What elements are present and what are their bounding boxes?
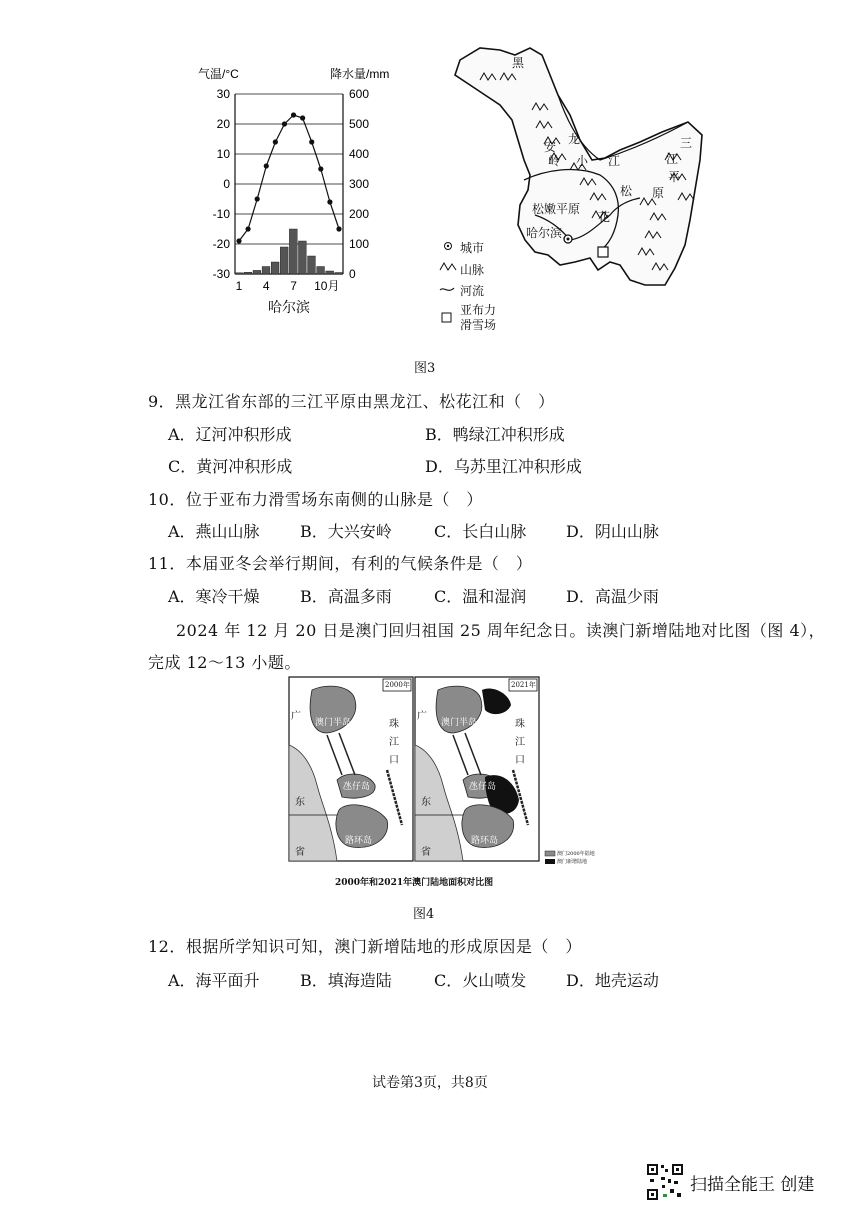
- temperature-point: [300, 115, 305, 120]
- q11-option-c: C．温和湿润: [434, 587, 527, 606]
- left-tick-label: -30: [212, 267, 230, 281]
- x-tick-label: 1: [235, 279, 243, 293]
- left-axis-label: 气温/°C: [198, 67, 239, 81]
- q10-option-b: B．大兴安岭: [300, 522, 392, 541]
- precip-bar: [235, 273, 243, 274]
- q12-option-b: B．填海造陆: [300, 971, 392, 990]
- q11-stem: 11．本届亚冬会举行期间，有利的气候条件是（ ）: [148, 554, 533, 573]
- precip-bar: [253, 270, 261, 274]
- figure4-caption: 图4: [413, 907, 435, 922]
- precip-bar: [317, 267, 325, 275]
- right-axis-label: 降水量/mm: [330, 67, 390, 81]
- q11-option-d: D．高温少雨: [566, 587, 659, 606]
- yabuli-ski-marker: [598, 247, 608, 257]
- label-sheng-left: 省: [295, 847, 305, 858]
- map-label-an: 安: [544, 140, 557, 154]
- map-label-harbin: 哈尔滨: [526, 226, 563, 240]
- intro-line-2: 完成 12～13 小题。: [148, 653, 301, 672]
- legend-new-land: 澳门新增陆地: [557, 859, 588, 865]
- legend-ski2: 滑雪场: [460, 318, 497, 332]
- figure3-caption: 图3: [414, 361, 436, 376]
- precip-bar: [298, 241, 306, 274]
- scanner-watermark: 扫描全能王 创建: [690, 1175, 815, 1195]
- label-jiang-left: 江: [389, 737, 399, 748]
- q12-stem: 12．根据所学知识可知，澳门新增陆地的形成原因是（ ）: [148, 937, 582, 956]
- precip-bar: [280, 247, 288, 274]
- q10-option-a: A．燕山山脉: [168, 522, 260, 541]
- precip-bar: [289, 229, 297, 274]
- left-tick-label: 30: [216, 87, 230, 101]
- legend-ski: 亚布力: [460, 303, 497, 317]
- precip-bar: [244, 272, 252, 274]
- map-label-ling: 岭: [548, 154, 561, 168]
- map-label-yuan: 原: [652, 186, 665, 200]
- q11-option-a: A．寒冷干燥: [168, 587, 260, 606]
- temperature-point: [273, 139, 278, 144]
- label-guang-right: 广: [417, 711, 427, 722]
- precip-bar: [308, 256, 316, 274]
- q12-option-c: C．火山喷发: [434, 971, 527, 990]
- legend-river: 河流: [460, 284, 485, 298]
- map-label-plain: 松嫩平原: [532, 202, 581, 216]
- q11-option-b: B．高温多雨: [300, 587, 392, 606]
- left-tick-label: -20: [212, 237, 230, 251]
- precip-bar: [326, 271, 334, 274]
- year-label-2021: 2021年: [511, 681, 536, 689]
- label-kou-right: 口: [515, 755, 525, 766]
- right-tick-label: 0: [349, 267, 356, 281]
- q9-stem: 9．黑龙江省东部的三江平原由黑龙江、松花江和（ ）: [148, 392, 555, 411]
- temperature-line: [239, 115, 339, 241]
- qr-code-icon: [646, 1163, 684, 1201]
- map-label-ping: 平: [668, 170, 681, 184]
- q10-option-d: D．阴山山脉: [566, 522, 659, 541]
- precip-bar: [271, 262, 279, 274]
- map-label-jiang: 江: [608, 154, 621, 168]
- q9-option-c: C．黄河冲积形成: [168, 457, 293, 476]
- macau-figure-title: 2000年和2021年澳门陆地面积对比图: [335, 878, 494, 888]
- map-label-san: 三: [680, 136, 693, 150]
- map-label-long: 龙: [568, 132, 581, 146]
- map-label-hua: 花: [598, 210, 611, 224]
- macau-comparison-figure: [287, 675, 595, 890]
- q10-option-c: C．长白山脉: [434, 522, 527, 541]
- label-zhu-right: 珠: [515, 719, 525, 730]
- legend-mountain: 山脉: [460, 263, 485, 277]
- climate-chart: [190, 62, 390, 322]
- year-label-2000: 2000年: [385, 681, 410, 689]
- x-tick-label: 10月: [314, 279, 340, 293]
- map-label-jiang2: 江: [666, 152, 679, 166]
- q9-option-b: B．鸭绿江冲积形成: [425, 425, 565, 444]
- label-coloane-left: 路环岛: [345, 836, 373, 846]
- right-tick-label: 100: [349, 237, 370, 251]
- label-taipa-right: 氹仔岛: [469, 782, 497, 792]
- left-tick-label: 20: [216, 117, 230, 131]
- x-tick-label: 7: [290, 279, 297, 293]
- label-kou-left: 口: [389, 755, 399, 766]
- temperature-point: [318, 166, 323, 171]
- temperature-point: [327, 199, 332, 204]
- temperature-point: [291, 112, 296, 117]
- label-taipa-left: 氹仔岛: [343, 782, 371, 792]
- temperature-point: [236, 238, 241, 243]
- map-label-song: 松: [620, 184, 633, 198]
- chart-title: 哈尔滨: [268, 300, 310, 316]
- right-tick-label: 500: [349, 117, 370, 131]
- q9-option-a: A．辽河冲积形成: [168, 425, 292, 444]
- precip-bar: [335, 273, 343, 275]
- q12-option-a: A．海平面升: [168, 971, 260, 990]
- right-tick-label: 400: [349, 147, 370, 161]
- intro-line-1: 2024 年 12 月 20 日是澳门回归祖国 25 周年纪念日。读澳门新增陆地对比图（图 4），: [176, 621, 826, 640]
- q12-option-d: D．地壳运动: [566, 971, 659, 990]
- label-coloane-right: 路环岛: [471, 836, 499, 846]
- temperature-point: [245, 226, 250, 231]
- right-tick-label: 300: [349, 177, 370, 191]
- q10-stem: 10．位于亚布力滑雪场东南侧的山脉是（ ）: [148, 490, 483, 509]
- label-guang-left: 广: [291, 711, 301, 722]
- precip-bar: [262, 267, 270, 275]
- page-footer: 试卷第3页，共8页: [372, 1075, 488, 1091]
- left-tick-label: 10: [216, 147, 230, 161]
- heilongjiang-map: [440, 40, 715, 340]
- right-tick-label: 200: [349, 207, 370, 221]
- temperature-point: [264, 163, 269, 168]
- legend-old-land: 澳门2000年陆地: [557, 851, 595, 857]
- label-zhu-left: 珠: [389, 719, 399, 730]
- label-dong-right: 东: [421, 797, 431, 808]
- climate-chart-svg: [190, 62, 390, 322]
- label-peninsula-left: 澳门半岛: [315, 718, 352, 728]
- map-label-xiao: 小: [576, 154, 589, 168]
- label-jiang-right: 江: [515, 737, 525, 748]
- x-tick-label: 4: [262, 279, 270, 293]
- right-tick-label: 600: [349, 87, 370, 101]
- label-dong-left: 东: [295, 797, 305, 808]
- legend-city: 城市: [460, 241, 485, 255]
- temperature-point: [336, 226, 341, 231]
- q9-option-d: D．乌苏里江冲积形成: [425, 457, 582, 476]
- left-tick-label: -10: [212, 207, 230, 221]
- label-peninsula-right: 澳门半岛: [441, 718, 478, 728]
- temperature-point: [282, 121, 287, 126]
- temperature-point: [309, 139, 314, 144]
- label-sheng-right: 省: [421, 847, 431, 858]
- temperature-point: [255, 196, 260, 201]
- map-label-hei: 黑: [512, 56, 525, 70]
- left-tick-label: 0: [223, 177, 230, 191]
